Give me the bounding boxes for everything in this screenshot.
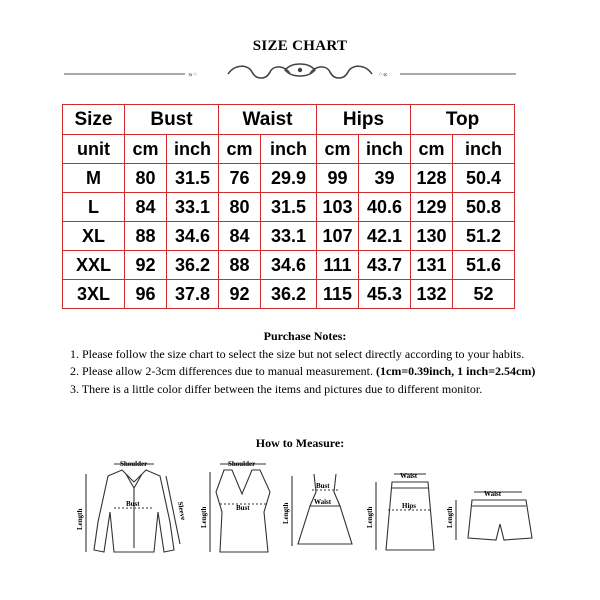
table-cell: 88 bbox=[219, 251, 261, 280]
table-cell: 88 bbox=[125, 222, 167, 251]
table-cell: 132 bbox=[411, 280, 453, 309]
table-cell: 51.6 bbox=[453, 251, 515, 280]
table-row bbox=[63, 164, 515, 193]
table-row bbox=[63, 193, 515, 222]
unit-row bbox=[63, 135, 515, 164]
label-length: Length bbox=[200, 506, 208, 528]
table-cell: 129 bbox=[411, 193, 453, 222]
notes-heading: Purchase Notes: bbox=[263, 329, 347, 343]
label-shoulder: Shoulder bbox=[120, 460, 148, 468]
blouse-diagram bbox=[86, 464, 180, 552]
header-row bbox=[63, 105, 515, 135]
unit-cell: cm bbox=[219, 135, 261, 164]
table-cell: 36.2 bbox=[261, 280, 317, 309]
table-row bbox=[63, 222, 515, 251]
table-cell: 43.7 bbox=[359, 251, 411, 280]
table-cell: 92 bbox=[219, 280, 261, 309]
label-waist: Waist bbox=[400, 472, 418, 480]
label-length: Length bbox=[446, 506, 454, 528]
table-row bbox=[63, 280, 515, 309]
header-waist: Waist bbox=[219, 105, 317, 135]
size-label: 3XL bbox=[63, 280, 125, 309]
unit-cell: cm bbox=[317, 135, 359, 164]
shorts-diagram bbox=[456, 492, 532, 540]
table-cell: 131 bbox=[411, 251, 453, 280]
unit-cell: inch bbox=[261, 135, 317, 164]
table-cell: 37.8 bbox=[167, 280, 219, 309]
table-cell: 107 bbox=[317, 222, 359, 251]
unit-cell: inch bbox=[167, 135, 219, 164]
unit-cell: cm bbox=[125, 135, 167, 164]
how-to-measure-heading: How to Measure: bbox=[255, 436, 345, 450]
size-label: L bbox=[63, 193, 125, 222]
table-cell: 115 bbox=[317, 280, 359, 309]
table-cell: 76 bbox=[219, 164, 261, 193]
table-cell: 111 bbox=[317, 251, 359, 280]
label-waist: Waist bbox=[484, 490, 502, 498]
table-cell: 96 bbox=[125, 280, 167, 309]
table-cell: 31.5 bbox=[261, 193, 317, 222]
table-cell: 99 bbox=[317, 164, 359, 193]
size-label: XL bbox=[63, 222, 125, 251]
label-hips: Hips bbox=[402, 502, 417, 510]
unit-cell: inch bbox=[359, 135, 411, 164]
purchase-notes bbox=[70, 328, 540, 398]
table-cell: 80 bbox=[219, 193, 261, 222]
table-cell: 33.1 bbox=[167, 193, 219, 222]
note-item: 1. Please follow the size chart to select the size but not select directly according to your habits. bbox=[70, 346, 525, 361]
header-top: Top bbox=[411, 105, 515, 135]
label-bust: Bust bbox=[316, 482, 330, 490]
table-cell: 40.6 bbox=[359, 193, 411, 222]
table-cell: 80 bbox=[125, 164, 167, 193]
label-shoulder: Shoulder bbox=[228, 460, 256, 468]
label-length: Length bbox=[282, 502, 290, 524]
header-size: Size bbox=[63, 105, 125, 135]
table-row bbox=[63, 251, 515, 280]
page-title: SIZE CHART bbox=[252, 38, 348, 54]
table-cell: 34.6 bbox=[261, 251, 317, 280]
note-text: 2. Please allow 2-3cm differences due to manual measurement. bbox=[70, 364, 377, 378]
size-chart-table bbox=[62, 104, 515, 309]
table-cell: 84 bbox=[125, 193, 167, 222]
table-cell: 84 bbox=[219, 222, 261, 251]
header-bust: Bust bbox=[125, 105, 219, 135]
table-cell: 51.2 bbox=[453, 222, 515, 251]
table-cell: 36.2 bbox=[167, 251, 219, 280]
table-cell: 128 bbox=[411, 164, 453, 193]
label-bust: Bust bbox=[126, 500, 140, 508]
table-cell: 45.3 bbox=[359, 280, 411, 309]
skirt-diagram bbox=[376, 474, 434, 550]
unit-cell: inch bbox=[453, 135, 515, 164]
table-cell: 31.5 bbox=[167, 164, 219, 193]
table-cell: 50.8 bbox=[453, 193, 515, 222]
label-waist: Waist bbox=[314, 498, 332, 506]
table-cell: 52 bbox=[453, 280, 515, 309]
svg-text:»◦: »◦ bbox=[188, 70, 198, 79]
label-bust: Bust bbox=[236, 504, 250, 512]
label-sleeve: Sleeve bbox=[176, 500, 188, 521]
table-cell: 39 bbox=[359, 164, 411, 193]
table-cell: 34.6 bbox=[167, 222, 219, 251]
size-label: XXL bbox=[63, 251, 125, 280]
unit-cell: cm bbox=[411, 135, 453, 164]
header-hips: Hips bbox=[317, 105, 411, 135]
table-cell: 29.9 bbox=[261, 164, 317, 193]
svg-text:◦«: ◦« bbox=[378, 70, 388, 79]
measurement-diagrams bbox=[70, 452, 550, 570]
label-length: Length bbox=[76, 508, 84, 530]
note-item: 3. There is a little color differ between the items and pictures due to different monitor. bbox=[70, 381, 483, 396]
label-length: Length bbox=[366, 506, 374, 528]
divider-ornament bbox=[60, 60, 540, 88]
unit-label: unit bbox=[63, 135, 125, 164]
table-cell: 50.4 bbox=[453, 164, 515, 193]
note-item bbox=[70, 363, 540, 381]
table-cell: 42.1 bbox=[359, 222, 411, 251]
table-cell: 103 bbox=[317, 193, 359, 222]
table-cell: 130 bbox=[411, 222, 453, 251]
table-cell: 92 bbox=[125, 251, 167, 280]
note-conversion: (1cm=0.39inch, 1 inch=2.54cm) bbox=[376, 364, 536, 378]
size-label: M bbox=[63, 164, 125, 193]
table-cell: 33.1 bbox=[261, 222, 317, 251]
